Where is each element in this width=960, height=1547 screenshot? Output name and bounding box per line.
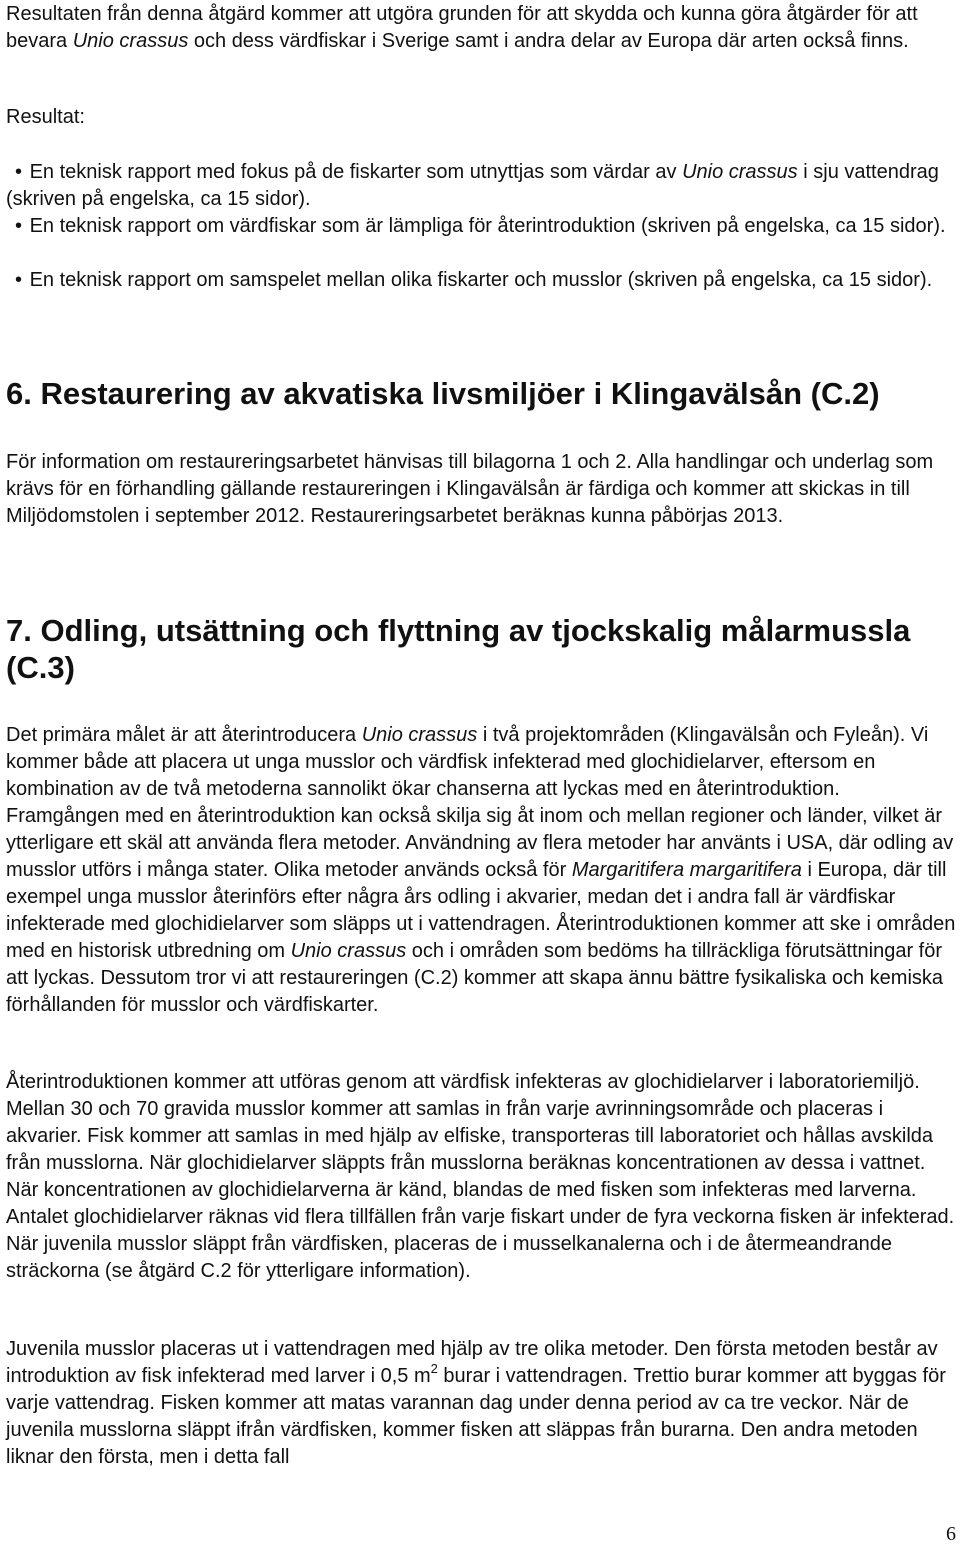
section-6-heading: 6. Restaurering av akvatiska livsmiljöer i Klingavälsån (C.2) bbox=[6, 376, 880, 411]
page-number: 6 bbox=[946, 1523, 956, 1545]
paragraph-text: och i områden som bedöms ha tillräckliga förutsättningar för att lyckas. Dessutom tror vi att restaureringen (C.2) kommer att skapa ännu bättre fysikaliska och kemiska förhållanden för musslor och värdfiskarter. bbox=[6, 940, 944, 1016]
bullet-marker: • bbox=[15, 161, 23, 183]
paragraph-text: i två projektområden (Klingavälsån och Fyleån). Vi kommer både att placera ut unga musslor och värdfisk infekterad med glochidielarver, eftersom en kombination av de två metoderna sannolikt ökar chanserna att lyckas med en återintroduktion. Framgången med en återintroduktion kan också skilja sig åt inom och mellan regioner och länder, vilket är ytterligare ett skäl att använda flera metoder. Användning av flera metoder har använts i USA, där odling av musslor utförs i många stater. Olika metoder används också för bbox=[6, 724, 954, 881]
species-name: Unio crassus bbox=[361, 724, 478, 746]
result-bullet-1 bbox=[6, 159, 950, 213]
paragraph-text: i Europa, där till exempel unga musslor återinförs efter några års odling i akvarier, medan det i andra fall är värdfiskar infekterade med glochidielarver som släpps ut i vattendragen. Återintroduktionen kommer att ske i områden med en historisk utbredning om bbox=[6, 859, 956, 962]
bullet-text: En teknisk rapport om värdfiskar som är lämpliga för återintroduktion (skriven på engelska, ca 15 sidor). bbox=[29, 215, 946, 237]
section-6-paragraph: För information om restaureringsarbetet hänvisas till bilagorna 1 och 2. Alla handlingar och underlag som krävs för en förhandling gällande restaureringen i Klingavälsån är färdiga och kommer att skickas in till Miljödomstolen i september 2012. Restaureringsarbetet beräknas kunna påbörjas 2013. bbox=[6, 451, 934, 527]
species-name: Margaritifera margaritifera bbox=[571, 859, 802, 881]
species-name: Unio crassus bbox=[682, 161, 798, 183]
bullet-text: En teknisk rapport om samspelet mellan olika fiskarter och musslor (skriven på engelska, ca 15 sidor). bbox=[29, 269, 933, 291]
paragraph-text: burar i vattendragen. Trettio burar kommer att byggas för varje vattendrag. Fisken kommer att matas varannan dag under denna period av ca tre veckor. När de juvenila musslorna släppt ifrån värdfisken, kommer fisken att släppas från burarna. Den andra metoden liknar den första, men i detta fall bbox=[6, 1365, 946, 1468]
paragraph-text: Det primära målet är att återintroducera bbox=[6, 724, 362, 746]
intro-text-a: Resultaten från denna åtgärd kommer att utgöra grunden för att skydda och kunna göra åtgärder för att bevara bbox=[6, 3, 918, 52]
section-7-paragraph-3 bbox=[6, 1336, 956, 1471]
intro-paragraph bbox=[6, 1, 956, 55]
result-bullet-2 bbox=[6, 213, 950, 240]
bullet-text: En teknisk rapport med fokus på de fiskarter som utnyttjas som värdar av bbox=[29, 161, 683, 183]
result-bullet-3 bbox=[6, 267, 950, 294]
section-7-paragraph-1 bbox=[6, 722, 956, 1019]
species-name: Unio crassus bbox=[290, 940, 407, 962]
section-7-heading: 7. Odling, utsättning och flyttning av tjockskalig målarmussla (C.3) bbox=[6, 613, 911, 685]
section-7-paragraph-2: Återintroduktionen kommer att utföras genom att värdfisk infekteras av glochidielarver i laboratoriemiljö. Mellan 30 och 70 gravida musslor kommer att samlas in från varje avrinningsområde och placeras i akvarier. Fisk kommer att samlas in med hjälp av elfiske, transporteras till laboratoriet och hållas avskilda från musslorna. När glochidielarver släppts från musslorna beräknas koncentrationen av dessa i vattnet. När koncentrationen av glochidielarverna är känd, blandas de med fisken som infekteras med larverna. Antalet glochidielarver räknas vid flera tillfällen från varje fiskart under de fyra veckorna fisken är infekterad. När juvenila musslor släppt från värdfisken, placeras de i musselkanalerna och i de återmeandrande sträckorna (se åtgärd C.2 för ytterligare information). bbox=[6, 1071, 955, 1282]
bullet-text: i sju vattendrag (skriven på engelska, ca 15 sidor). bbox=[6, 161, 939, 210]
intro-text-b: och dess värdfiskar i Sverige samt i andra delar av Europa där arten också finns. bbox=[188, 30, 909, 52]
superscript: 2 bbox=[430, 1361, 438, 1376]
bullet-marker: • bbox=[15, 215, 23, 237]
species-name: Unio crassus bbox=[72, 30, 189, 52]
results-heading: Resultat: bbox=[6, 106, 85, 128]
bullet-marker: • bbox=[15, 269, 23, 291]
paragraph-text: Juvenila musslor placeras ut i vattendragen med hjälp av tre olika metoder. Den första metoden består av introduktion av fisk infekterad med larver i 0,5 m bbox=[6, 1338, 938, 1387]
